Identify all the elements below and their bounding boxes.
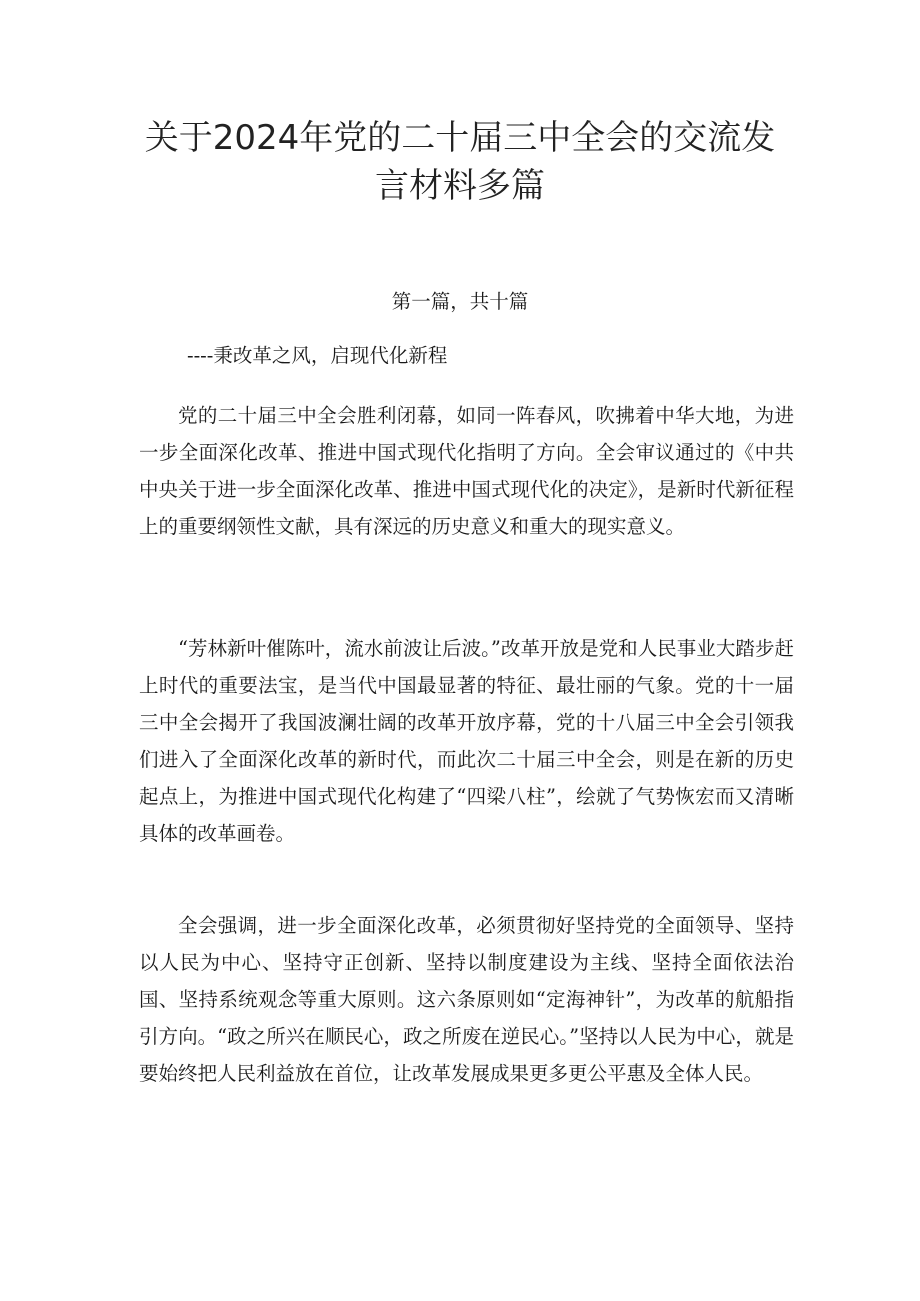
section-subtitle: ----秉改革之风，启现代化新程 bbox=[187, 344, 448, 367]
document-title-line-2: 言材料多篇 bbox=[375, 166, 545, 206]
document-title-line-1: 关于2024年党的二十届三中全会的交流发 bbox=[144, 118, 776, 158]
body-paragraph-2: “芳林新叶催陈叶，流水前波让后波。”改革开放是党和人民事业大踏步赶上时代的重要法宝，是当代中国最显著的特征、最壮丽的气象。党的十一届三中全会揭开了我国波澜壮阔的改革开放序幕，党的十八届三中全会引领我们进入了全面深化改革的新时代，而此次二十届三中全会，则是在新的历史起点上，为推进中国式现代化构建了“四梁八柱”，绘就了气势恢宏而又清晰具体的改革画卷。 bbox=[139, 637, 794, 845]
body-paragraph-1: 党的二十届三中全会胜利闭幕，如同一阵春风，吹拂着中华大地，为进一步全面深化改革、推进中国式现代化指明了方向。全会审议通过的《中共中央关于进一步全面深化改革、推进中国式现代化的决定》，是新时代新征程上的重要纲领性文献，具有深远的历史意义和重大的现实意义。 bbox=[139, 404, 794, 538]
section-heading: 第一篇，共十篇 bbox=[391, 290, 529, 313]
body-paragraph-3: 全会强调，进一步全面深化改革，必须贯彻好坚持党的全面领导、坚持以人民为中心、坚持守正创新、坚持以制度建设为主线、坚持全面依法治国、坚持系统观念等重大原则。这六条原则如“定海神针”，为改革的航船指引方向。“政之所兴在顺民心，政之所废在逆民心。”坚持以人民为中心，就是要始终把人民利益放在首位，让改革发展成果更多更公平惠及全体人民。 bbox=[139, 914, 794, 1085]
